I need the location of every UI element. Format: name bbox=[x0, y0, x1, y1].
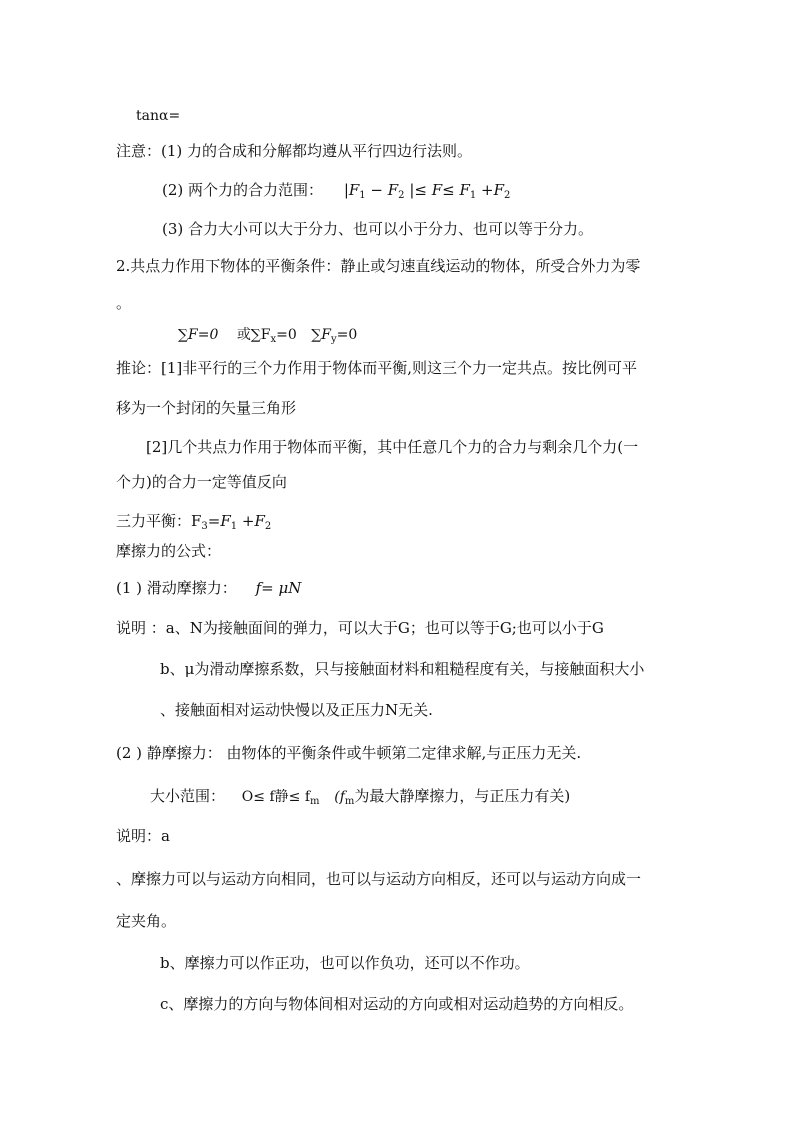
corollary-1: 推论：[1]非平行的三个力作用于物体而平衡,则这三个力一定共点。按比例可平 bbox=[116, 359, 638, 377]
corollary-1-cont: 移为一个封闭的矢量三角形 bbox=[116, 399, 297, 417]
friction-work: b、摩擦力可以作正功，也可以作负功，还可以不作功。 bbox=[160, 954, 530, 972]
sliding-friction-formula: f= μN bbox=[255, 579, 302, 597]
note-2-label: (2) 两个力的合力范围： bbox=[162, 181, 324, 199]
note-1: 注意：(1) 力的合成和分解都均遵从平行四边行法则。 bbox=[116, 142, 473, 160]
explanation-b-cont: 、接触面相对运动快慢以及正压力N无关. bbox=[160, 701, 433, 719]
equilibrium-formula: ∑F=0 或$\sum F_x=0$ $\sum F_y=0$ bbox=[178, 327, 358, 345]
static-friction: (2 ) 静摩擦力： 由物体的平衡条件或牛顿第二定律求解,与正压力无关. bbox=[116, 744, 582, 762]
friction-direction-cont: 定夹角。 bbox=[116, 912, 177, 930]
resultant-range-formula: $|F_1 - F_2$ |≤ $F\le F_1 +F_2$ bbox=[343, 181, 511, 201]
explanation-a: 说明 ：a、N为接触面间的弹力，可以大于G；也可以等于G;也可以小于G bbox=[116, 619, 604, 637]
equilibrium-condition: 2.共点力作用下物体的平衡条件：静止或匀速直线运动的物体，所受合外力为零 bbox=[116, 257, 641, 275]
corollary-2: [2]几个共点力作用于物体而平衡，其中任意几个力的合力与剩余几个力(一 bbox=[146, 438, 639, 456]
friction-formula-heading: 摩擦力的公式： bbox=[116, 542, 222, 560]
three-force-balance: 三力平衡：$F_3=F_1 +F_2$ bbox=[116, 512, 272, 532]
tan-alpha-line: tanα= bbox=[136, 108, 181, 124]
static-friction-range: 大小范围： O≤ f静≤ $f_m$ ($f_m$为最大静摩擦力，与正压力有关) bbox=[150, 787, 571, 807]
friction-direction-c: c、摩擦力的方向与物体间相对运动的方向或相对运动趋势的方向相反。 bbox=[160, 995, 634, 1013]
note-3: (3) 合力大小可以大于分力、也可以小于分力、也可以等于分力。 bbox=[162, 220, 594, 238]
friction-direction: 、摩擦力可以与运动方向相同，也可以与运动方向相反，还可以与运动方向成一 bbox=[116, 870, 642, 888]
corollary-2-cont: 个力)的合力一定等值反向 bbox=[116, 473, 287, 491]
sliding-friction: (1 ) 滑动摩擦力： f= μN bbox=[116, 579, 302, 597]
explanation-b: b、μ为滑动摩擦系数，只与接触面材料和粗糙程度有关，与接触面积大小 bbox=[160, 660, 645, 678]
explanation-2-a: 说明：a bbox=[116, 827, 170, 845]
note-2 bbox=[162, 180, 510, 200]
equilibrium-condition-end: 。 bbox=[116, 294, 132, 312]
